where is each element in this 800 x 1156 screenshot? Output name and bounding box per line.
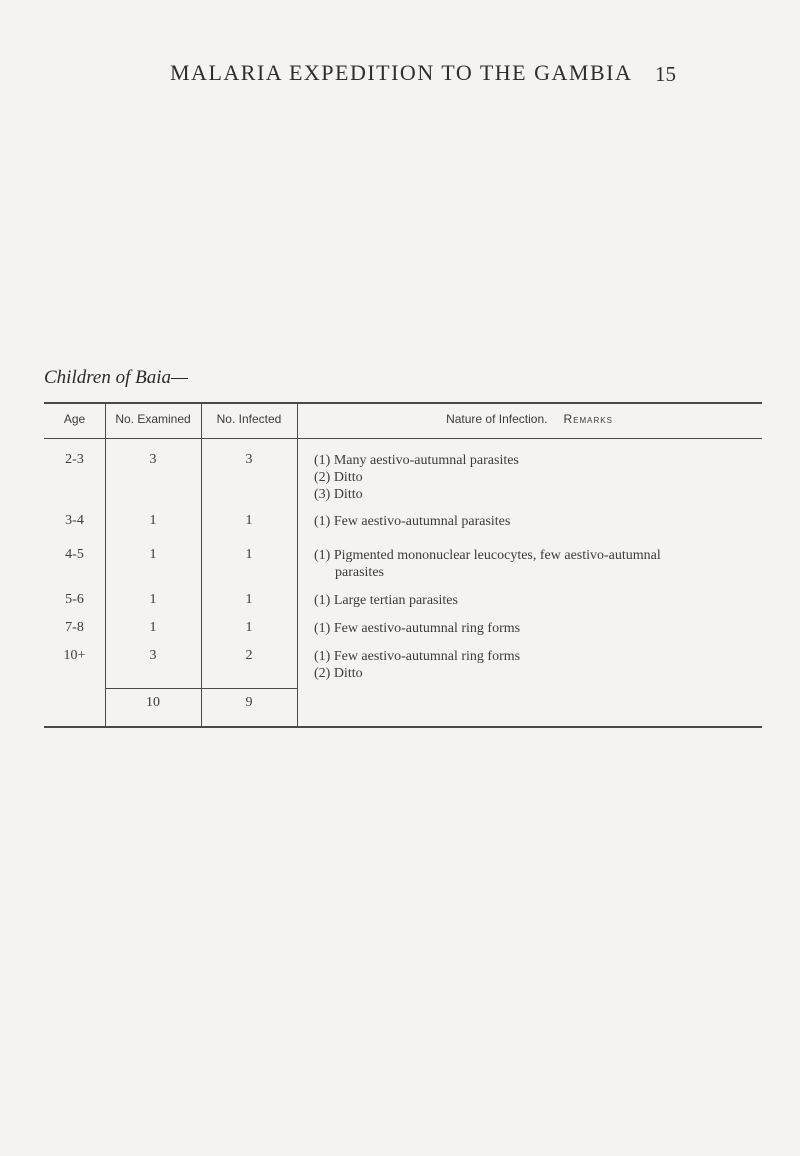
running-header <box>0 60 800 90</box>
row-1-age: 2-3 <box>65 452 84 467</box>
row-5-infected: 1 <box>245 620 253 635</box>
table-bottom-rule <box>44 726 762 728</box>
row-3-age: 4-5 <box>65 547 84 562</box>
column-divider-3 <box>297 402 298 726</box>
column-divider-1 <box>105 402 106 726</box>
row-1-infected: 3 <box>245 452 253 467</box>
row-5-remarks <box>314 620 520 637</box>
row-4-remark-1: (1) Large tertian parasites <box>314 593 458 608</box>
row-3-remark-2: parasites <box>335 565 384 580</box>
row-2-age: 3-4 <box>65 513 84 528</box>
row-2-examined: 1 <box>149 513 157 528</box>
column-divider-2 <box>201 402 202 726</box>
header-age: Age <box>63 412 86 426</box>
row-1-remark-3: (3) Ditto <box>314 487 363 502</box>
row-4-age: 5-6 <box>65 592 84 607</box>
page-number: 15 <box>655 62 676 86</box>
header-nature: Nature of Infection. <box>446 412 548 426</box>
totals-rule-examined <box>105 688 201 689</box>
row-6-age: 10+ <box>63 648 86 663</box>
row-3-remark-1: (1) Pigmented mononuclear leucocytes, few aestivo-autumnal <box>314 548 661 563</box>
row-1-remark-1: (1) Many aestivo-autumnal parasites <box>314 453 519 468</box>
row-6-remark-2: (2) Ditto <box>314 666 363 681</box>
running-title: MALARIA EXPEDITION TO THE GAMBIA <box>170 60 633 85</box>
header-infected: No. Infected <box>216 412 282 426</box>
header-bottom-rule <box>44 438 762 439</box>
row-2-remarks <box>314 513 510 530</box>
table-top-rule <box>44 402 762 404</box>
row-4-infected: 1 <box>245 592 253 607</box>
header-nature-remarks <box>297 412 762 426</box>
row-1-examined: 3 <box>149 452 157 467</box>
row-1-remarks <box>314 452 519 503</box>
row-6-infected: 2 <box>245 648 253 663</box>
row-4-examined: 1 <box>149 592 157 607</box>
row-6-remark-1: (1) Few aestivo-autumnal ring forms <box>314 649 521 664</box>
infection-table <box>44 402 762 758</box>
row-6-remarks <box>314 648 520 682</box>
row-6-examined: 3 <box>149 648 157 663</box>
row-5-examined: 1 <box>149 620 157 635</box>
total-infected: 9 <box>245 695 253 710</box>
row-5-remark-1: (1) Few aestivo-autumnal ring forms <box>314 621 521 636</box>
total-examined: 10 <box>146 695 160 710</box>
row-5-age: 7-8 <box>65 620 84 635</box>
row-3-infected: 1 <box>245 547 253 562</box>
section-title: Children of Baia— <box>44 367 188 388</box>
row-3-examined: 1 <box>149 547 157 562</box>
row-4-remarks <box>314 592 458 609</box>
row-2-remark-1: (1) Few aestivo-autumnal parasites <box>314 514 511 529</box>
totals-rule-infected <box>201 688 297 689</box>
row-1-remark-2: (2) Ditto <box>314 470 363 485</box>
header-examined: No. Examined <box>115 412 191 426</box>
header-remarks: Remarks <box>563 412 613 426</box>
row-2-infected: 1 <box>245 513 253 528</box>
row-3-remarks <box>314 547 661 581</box>
